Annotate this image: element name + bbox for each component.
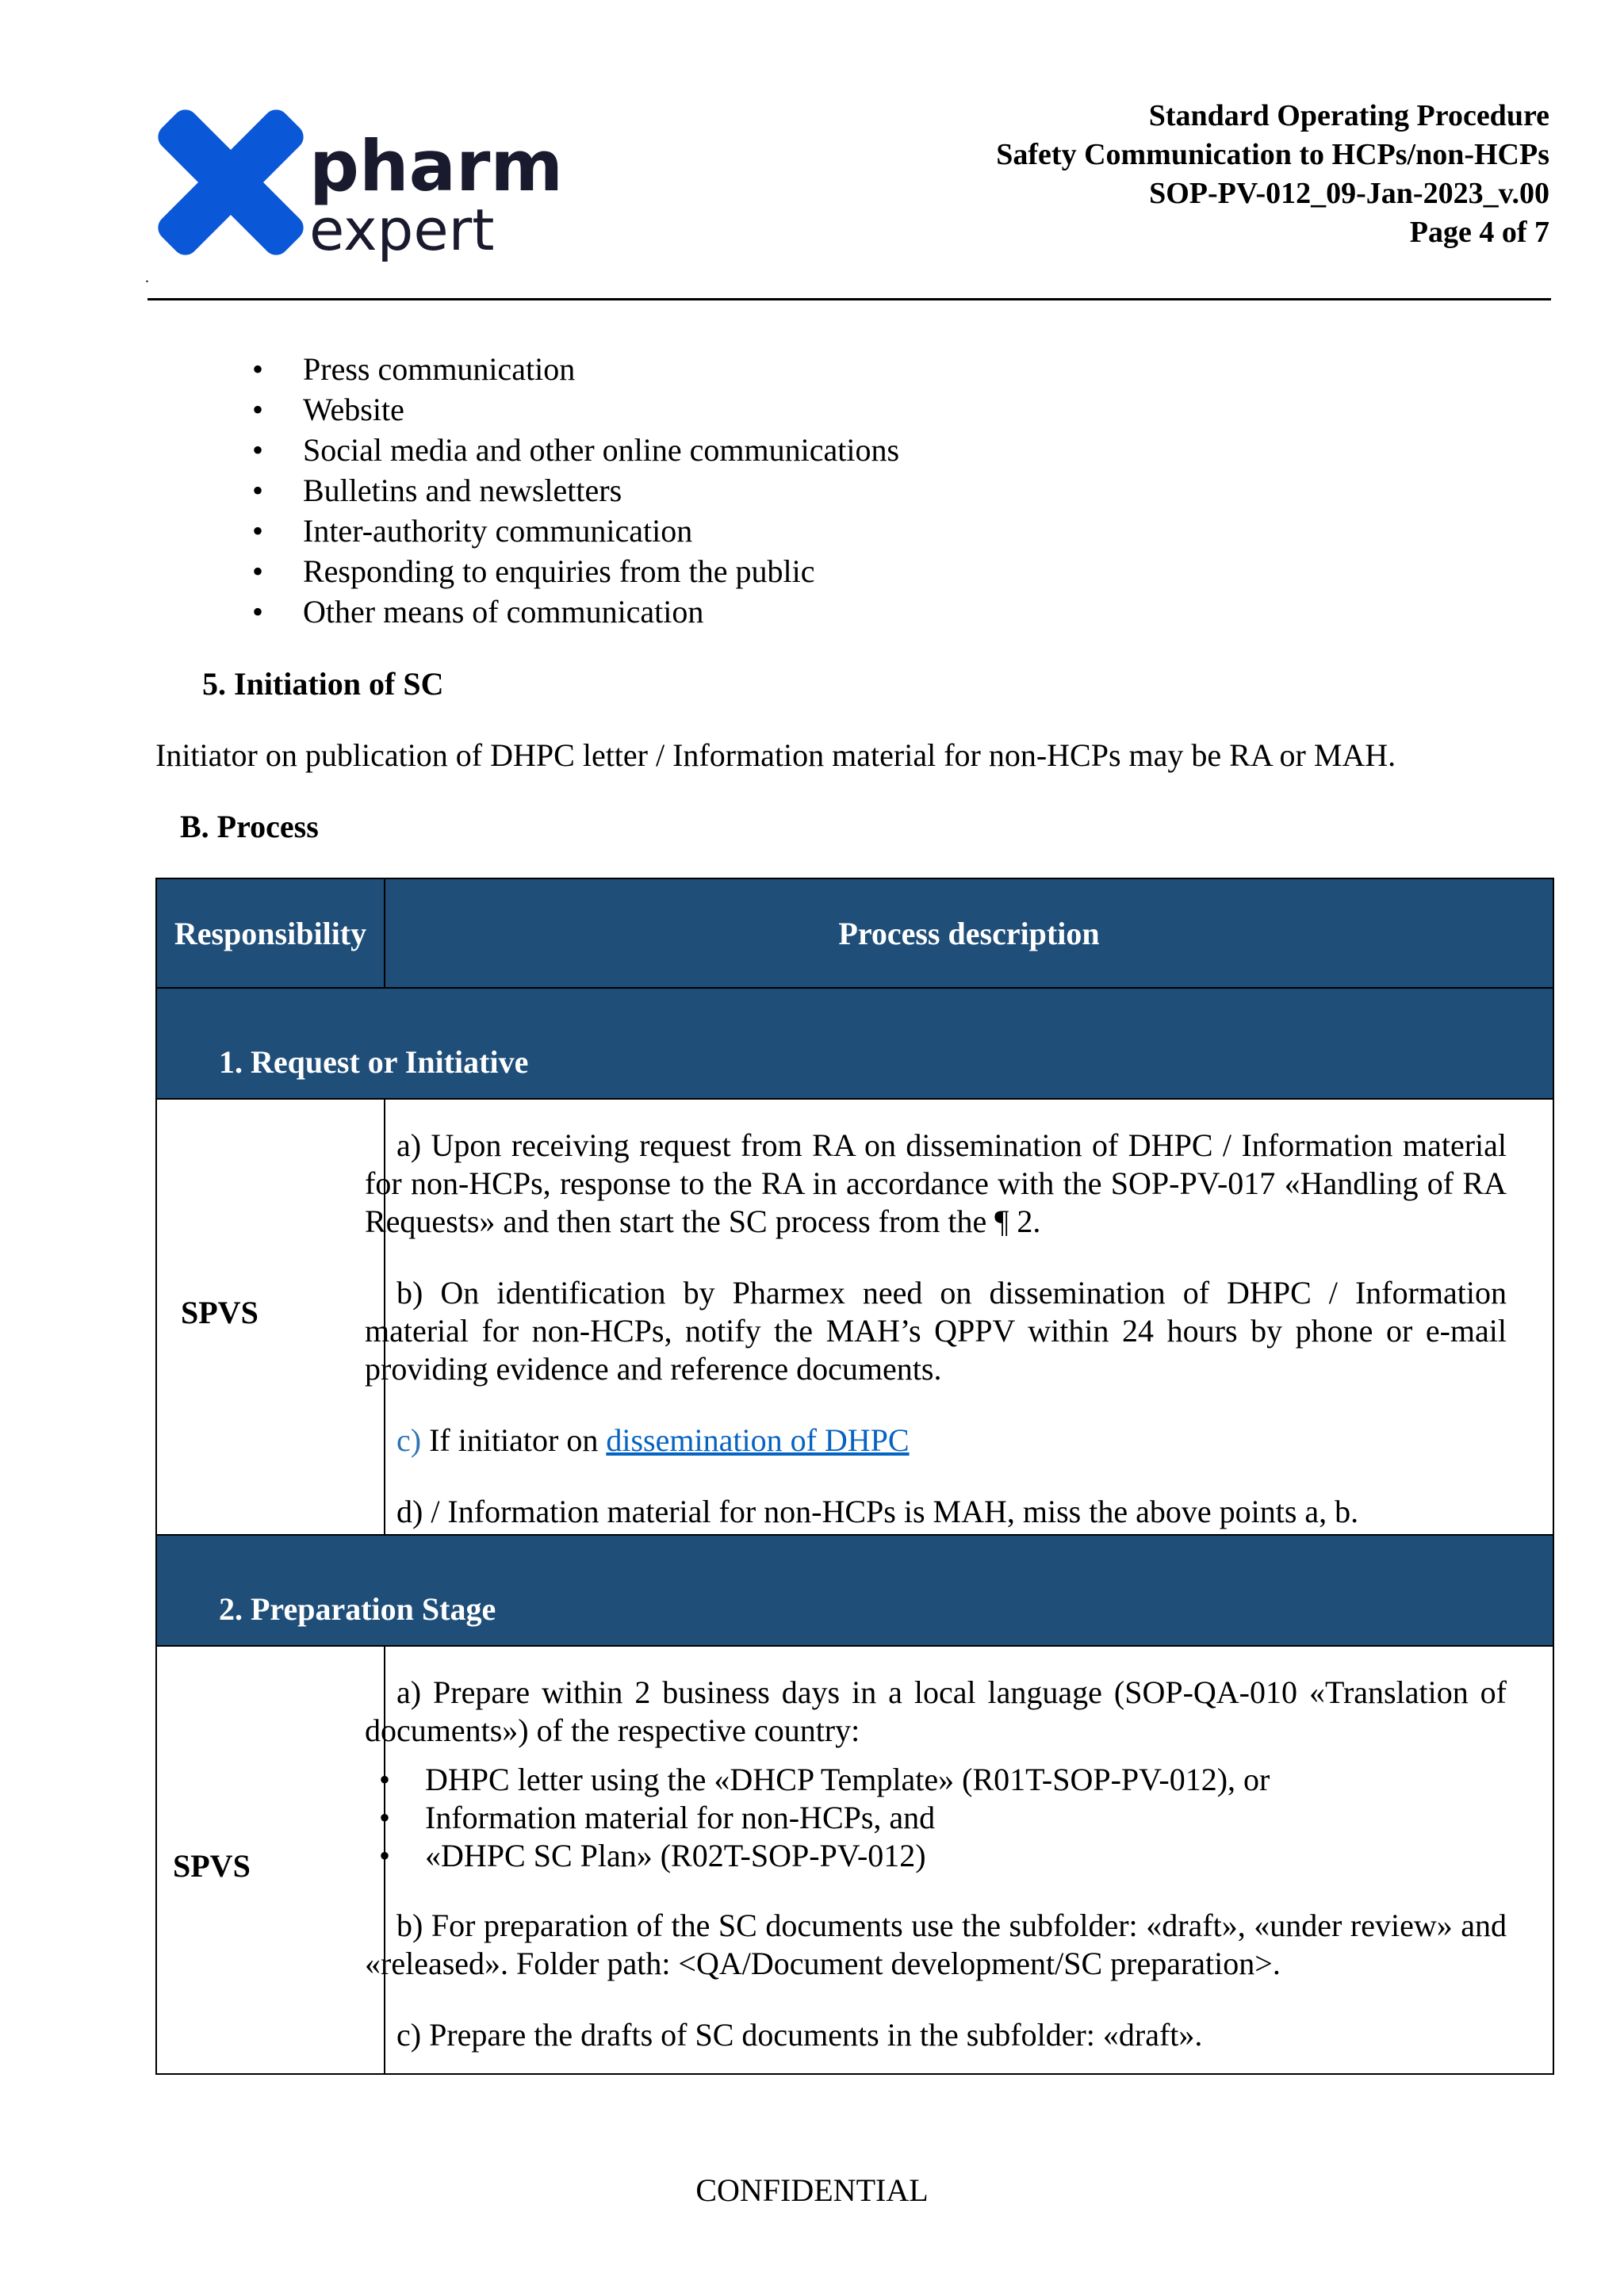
section-1-point-d: d) / Information material for non-HCPs is MAH, miss the above points a, b. xyxy=(396,1494,1359,1529)
section-1-point-c-text: If initiator on xyxy=(429,1422,607,1458)
section-2-title: 2. Preparation Stage xyxy=(219,1591,496,1627)
header-page-number: Page 4 of 7 xyxy=(1409,216,1549,249)
list-item: • Website xyxy=(252,389,899,430)
communication-means-list xyxy=(252,349,899,632)
list-item: • Press communication xyxy=(252,349,899,389)
section-2-description xyxy=(365,1674,1507,2054)
section-2-header xyxy=(155,1534,1554,1647)
document-header xyxy=(996,97,1549,252)
list-item: • Social media and other online communications xyxy=(252,430,899,470)
logo-word-pharm: pharm xyxy=(309,125,564,207)
logo-mark xyxy=(154,105,308,261)
process-table xyxy=(155,878,1554,2075)
logo-x-icon xyxy=(154,103,566,262)
section-1-responsibility: SPVS xyxy=(181,1295,259,1330)
section-2-responsibility: SPVS xyxy=(173,1848,251,1884)
section-5-text: Initiator on publication of DHPC letter / Information material for non-HCPs may be RA or MAH. xyxy=(155,737,1396,773)
section-1-point-c xyxy=(365,1422,1507,1460)
list-item: • Responding to enquiries from the public xyxy=(252,551,899,591)
section-5-heading: 5. Initiation of SC xyxy=(202,666,444,702)
header-divider xyxy=(147,298,1551,300)
section-1-description xyxy=(365,1127,1507,1531)
section-1-point-b: b) On identification by Pharmex need on dissemination of DHPC / Information material for non-HCPs, notify the MAH’s QPPV within 24 hours by phone or e-mail providing evidence and reference documents. xyxy=(365,1275,1507,1387)
column-header-description xyxy=(384,878,1554,989)
column-header-responsibility-label: Responsibility xyxy=(174,915,367,951)
list-item: • Inter-authority communication xyxy=(252,511,899,551)
header-dot: . xyxy=(145,269,149,286)
section-1-point-c-prefix: c) xyxy=(396,1422,430,1458)
section-2-responsibility-cell xyxy=(155,1645,385,2075)
column-header-description-label: Process description xyxy=(838,915,1100,951)
section-2-point-a: a) Prepare within 2 business days in a local language (SOP-QA-010 «Translation of documents») of the respective country: xyxy=(365,1674,1507,1748)
list-item: • Information material for non-HCPs, and xyxy=(365,1799,1507,1837)
section-1-point-a: a) Upon receiving request from RA on dissemination of DHPC / Information material for non-HCPs, response to the RA in accordance with the SOP-PV-017 «Handling of RA Requests» and then start the SC process from the ¶ 2. xyxy=(365,1127,1507,1239)
footer-confidential: CONFIDENTIAL xyxy=(695,2172,929,2208)
list-item: • «DHPC SC Plan» (R02T-SOP-PV-012) xyxy=(365,1837,1507,1875)
section-2-point-c: c) Prepare the drafts of SC documents in the subfolder: «draft». xyxy=(396,2017,1203,2053)
section-2-point-b: b) For preparation of the SC documents use the subfolder: «draft», «under review» and «released». Folder path: <QA/Document development/SC preparation>. xyxy=(365,1908,1507,1981)
header-doc-id: SOP-PV-012_09-Jan-2023_v.00 xyxy=(1149,177,1549,210)
section-1-responsibility-cell xyxy=(155,1098,385,1536)
header-title: Standard Operating Procedure xyxy=(1148,99,1549,132)
header-subtitle: Safety Communication to HCPs/non-HCPs xyxy=(996,138,1549,171)
dissemination-link[interactable]: dissemination of DHPC xyxy=(606,1422,910,1458)
logo-word-expert: expert xyxy=(309,197,495,262)
list-item: • Other means of communication xyxy=(252,591,899,632)
pharmexpert-logo xyxy=(154,103,566,262)
list-item: • DHPC letter using the «DHCP Template» (R01T-SOP-PV-012), or xyxy=(365,1761,1507,1799)
section-2-document-list xyxy=(365,1761,1507,1875)
column-header-responsibility xyxy=(155,878,385,989)
section-1-title: 1. Request or Initiative xyxy=(219,1044,529,1080)
list-item: • Bulletins and newsletters xyxy=(252,470,899,511)
section-b-heading: B. Process xyxy=(180,809,319,844)
section-1-header xyxy=(155,987,1554,1100)
